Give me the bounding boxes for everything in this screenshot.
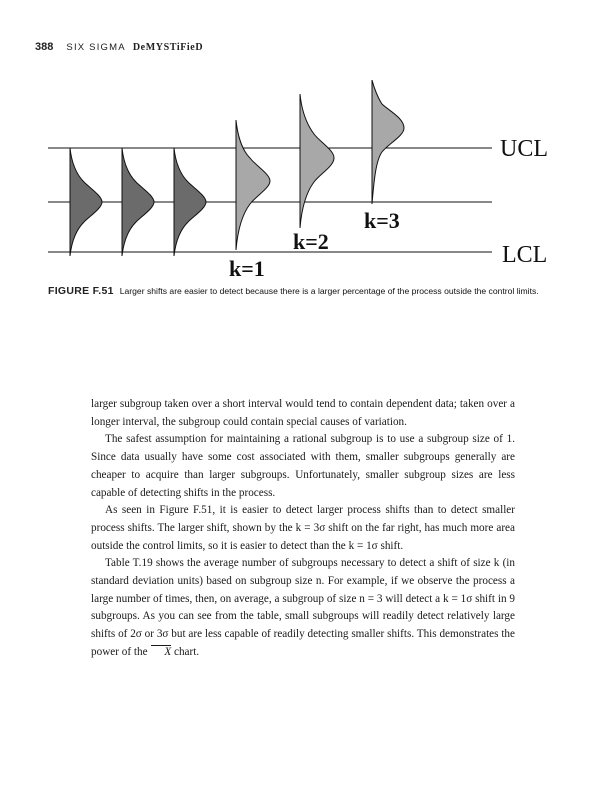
distribution-curve-k3 (372, 80, 404, 204)
paragraph-tail: chart. (173, 645, 200, 658)
shift-label-k3: k=3 (364, 208, 400, 233)
ucl-label: UCL (500, 136, 548, 162)
page-number: 388 (35, 41, 54, 53)
distribution-curve-baseline-3 (174, 148, 206, 256)
shift-label-k1: k=1 (229, 256, 265, 281)
lcl-label: LCL (502, 242, 548, 268)
series-title-bold: DeMYSTiFieD (132, 42, 204, 53)
distribution-curve-k1 (236, 120, 270, 250)
control-limit-diagram (0, 80, 606, 290)
xbar-symbol: X (150, 644, 171, 662)
body-text (91, 396, 515, 662)
paragraph-table-text: Table T.19 shows the average number of subgroups necessary to detect a shift of size k (in standard deviation units) based on subgroup size n. For example, if we observe the process a large number of times, then, on average, a subgroup of size n = 3 will detect a k = 1σ shift in 9 subgroups. As you can see from the table, small subgroups will readily detect relatively large shifts of 2σ or 3σ but are less capable of readily detecting smaller shifts. This demonstrates the power of the (91, 557, 515, 658)
running-head (35, 41, 203, 53)
figure-caption (48, 285, 558, 298)
distribution-curve-baseline-1 (70, 148, 102, 256)
series-title: SIX SIGMA (66, 42, 126, 53)
shift-label-k2: k=2 (293, 229, 329, 254)
distribution-curve-baseline-2 (122, 148, 154, 256)
paragraph-table-reference (91, 555, 515, 661)
paragraph-continued: larger subgroup taken over a short interval would tend to contain dependent data; taken over a longer interval, the subgroup could contain special causes of variation. (91, 398, 515, 428)
paragraph-shift-detection: As seen in Figure F.51, it is easier to detect larger process shifts than to detect smaller process shifts. The larger shift, shown by the k = 3σ shift on the far right, has much more area outside the control limits, so it is easier to detect than the k = 1σ shift. (91, 504, 515, 552)
distribution-curve-k2 (300, 94, 334, 228)
figure-caption-text: Larger shifts are easier to detect because there is a larger percentage of the process outside the control limits. (119, 286, 539, 296)
figure-label: FIGURE F.51 (48, 285, 114, 297)
paragraph-rational-subgroup: The safest assumption for maintaining a rational subgroup is to use a subgroup size of 1. Since data usually have some cost associated with them, smaller subgroups generally are cheaper to acquire than larger subgroups. Unfortunately, smaller subgroup sizes are less capable of detecting shifts in the process. (91, 433, 515, 499)
figure-f51 (0, 80, 606, 290)
